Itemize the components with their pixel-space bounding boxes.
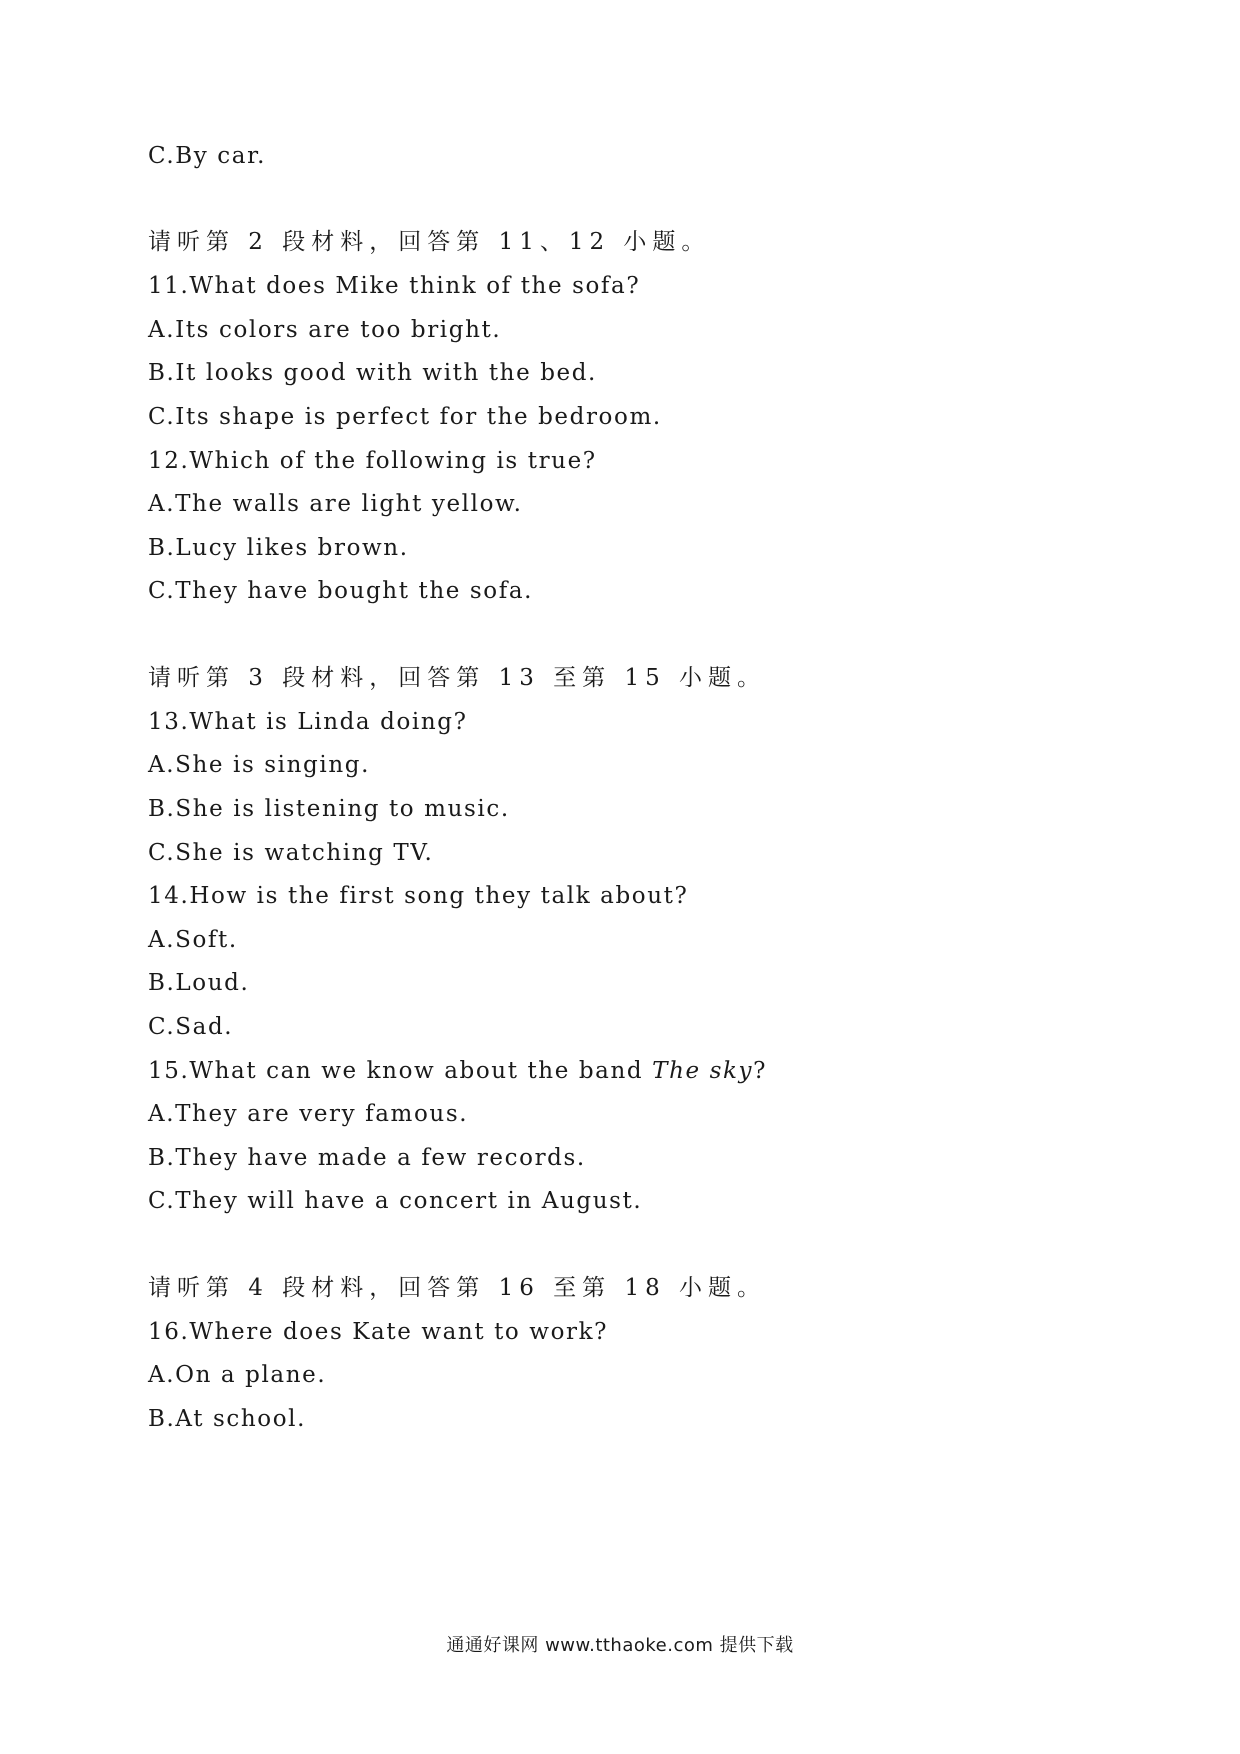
section-heading-3: 请听第 3 段材料，回答第 13 至第 15 小题。	[148, 665, 767, 691]
option-c-q10: C.By car.	[148, 143, 267, 169]
page-footer: 通通好课网 www.tthaoke.com 提供下载	[446, 1635, 794, 1656]
band-name: The sky	[652, 1058, 754, 1084]
question-12: 12.Which of the following is true?	[148, 448, 597, 474]
option-a-q12: A.The walls are light yellow.	[148, 491, 523, 517]
option-b-q16: B.At school.	[148, 1406, 307, 1432]
question-16: 16.Where does Kate want to work?	[148, 1319, 609, 1345]
option-a-q11: A.Its colors are too bright.	[148, 317, 502, 343]
option-b-q13: B.She is listening to music.	[148, 796, 510, 822]
option-c-q13: C.She is watching TV.	[148, 840, 434, 866]
option-c-q12: C.They have bought the sofa.	[148, 578, 534, 604]
option-b-q12: B.Lucy likes brown.	[148, 535, 409, 561]
option-b-q11: B.It looks good with with the bed.	[148, 360, 597, 386]
option-b-q15: B.They have made a few records.	[148, 1145, 586, 1171]
option-a-q16: A.On a plane.	[148, 1362, 327, 1388]
question-13: 13.What is Linda doing?	[148, 709, 468, 735]
question-14: 14.How is the first song they talk about?	[148, 883, 689, 909]
question-15-text: 15.What can we know about the band	[148, 1058, 644, 1084]
section-heading-2: 请听第 2 段材料，回答第 11、12 小题。	[148, 229, 711, 255]
section-heading-4: 请听第 4 段材料，回答第 16 至第 18 小题。	[148, 1275, 767, 1301]
question-15-mark: ?	[753, 1058, 768, 1084]
option-c-q11: C.Its shape is perfect for the bedroom.	[148, 404, 662, 430]
option-a-q13: A.She is singing.	[148, 752, 370, 778]
option-a-q14: A.Soft.	[148, 927, 238, 953]
option-b-q14: B.Loud.	[148, 970, 250, 996]
question-15	[148, 1057, 767, 1085]
option-a-q15: A.They are very famous.	[148, 1101, 469, 1127]
option-c-q14: C.Sad.	[148, 1014, 234, 1040]
question-11: 11.What does Mike think of the sofa?	[148, 273, 641, 299]
option-c-q15: C.They will have a concert in August.	[148, 1188, 643, 1214]
